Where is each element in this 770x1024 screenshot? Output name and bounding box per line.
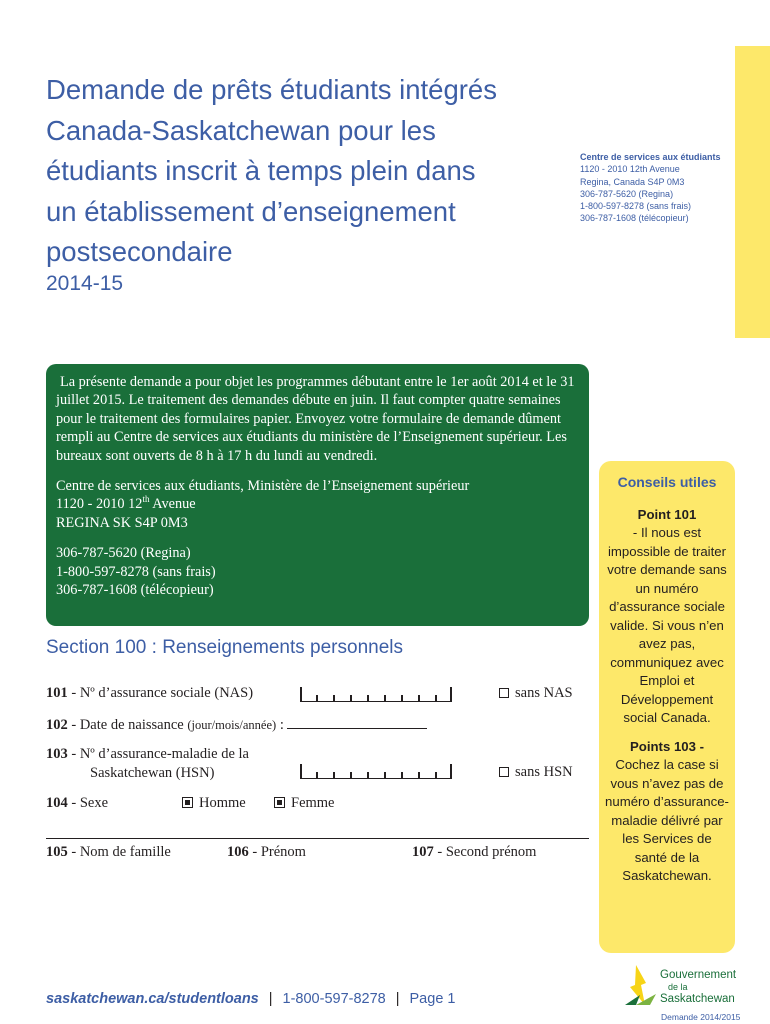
contact-line: 1120 - 2010 12th Avenue [580, 164, 680, 175]
contact-line: 306-787-5620 (Regina) [580, 188, 674, 199]
document-year: 2014-15 [46, 272, 124, 295]
footer-phone: 1-800-597-8278 [282, 991, 386, 1007]
yellow-side-tab [735, 46, 770, 338]
document-title [46, 70, 556, 273]
contact-line: Regina, Canada S4P 0M3 [580, 176, 685, 187]
tips-title: Conseils utiles [617, 474, 717, 490]
field-106-label: 106 - Prénom [227, 844, 306, 860]
title-line: Canada-Saskatchewan pour les [46, 114, 436, 146]
title-line: un établissement d’enseignement [46, 195, 456, 227]
form-version-stamp: Demande 2014/2015 [661, 1012, 741, 1022]
phone-line: 306-787-1608 (télécopieur) [56, 582, 214, 599]
tip-101-body: - Il nous est impossible de traiter votre demande sans un numéro d’assurance sociale valide. Si vous n’en avez pas, communiquez avec Emploi et Développement social Canada. [607, 525, 727, 725]
address-line: 1120 - 2010 12th Avenue [56, 494, 196, 513]
intro-text: La présente demande a pour objet les programmes débutant entre le 1er août 2014 et le 31 juillet 2015. Le traitement des demandes débute en juin. Il faut compter quatre semaines pour le traitement des formulaires papier. Envoyez votre formulaire de demande dûment rempli au Centre de services aux étudiants du ministère de l’Enseignement supérieur. Les bureaux sont ouverts de 8 h à 17 h du lundi au vendredi. [56, 374, 575, 464]
no-hsn-checkbox[interactable] [499, 767, 509, 777]
field-101-label: 101 - Nº d’assurance sociale (NAS) [46, 685, 254, 701]
contact-block [580, 151, 721, 225]
tip-103-heading: Points 103 - [629, 738, 705, 754]
footer-page: Page 1 [409, 991, 456, 1007]
no-sin-checkbox[interactable] [499, 688, 509, 698]
male-option[interactable]: Homme [182, 795, 246, 812]
intro-phones [56, 544, 579, 599]
tip-101-heading: Point 101 [637, 506, 697, 522]
tips-panel [599, 461, 735, 953]
name-fields-line[interactable] [46, 838, 589, 839]
tip-103-body: Cochez la case si vous n’avez pas de numéro d’assurance-maladie délivré par les Services de santé de la Saskatchewan. [605, 757, 729, 883]
title-line: étudiants inscrit à temps plein dans [46, 155, 476, 186]
intro-address [56, 477, 579, 532]
address-line: Centre de services aux étudiants, Ministère de l’Enseignement supérieur [56, 478, 470, 495]
no-sin-option[interactable]: sans NAS [499, 685, 573, 702]
section-title: Section 100 : Renseignements personnels [46, 637, 404, 658]
male-checkbox[interactable] [182, 797, 193, 808]
footer: saskatchewan.ca/studentloans | 1-800-597-8278 | Page 1 [46, 991, 456, 1007]
no-hsn-option[interactable]: sans HSN [499, 764, 573, 781]
phone-line: 306-787-5620 (Regina) [56, 545, 191, 562]
footer-website-link[interactable]: saskatchewan.ca/studentloans [46, 991, 259, 1007]
hsn-input[interactable] [300, 764, 452, 779]
address-line: REGINA SK S4P 0M3 [56, 514, 188, 531]
sin-input[interactable] [300, 687, 452, 702]
birthdate-input[interactable] [287, 716, 427, 729]
phone-line: 1-800-597-8278 (sans frais) [56, 563, 216, 580]
field-103-label-line2: Saskatchewan (HSN) [90, 765, 215, 781]
government-logo-text: Gouvernement de la Saskatchewan [660, 969, 737, 1005]
female-option[interactable]: Femme [274, 795, 335, 812]
field-104-label: 104 - Sexe [46, 795, 109, 811]
contact-line: 306-787-1608 (télécopieur) [580, 213, 689, 224]
field-107-label: 107 - Second prénom [412, 844, 537, 860]
field-105-label: 105 - Nom de famille [46, 844, 171, 860]
title-line: Demande de prêts étudiants intégrés [46, 74, 497, 105]
female-checkbox[interactable] [274, 797, 285, 808]
field-102-label: 102 - Date de naissance (jour/mois/année) : [46, 716, 427, 734]
title-line: postsecondaire [46, 236, 233, 267]
contact-heading: Centre de services aux étudiants [580, 152, 721, 162]
field-103-label: 103 - Nº d’assurance-maladie de la [46, 746, 249, 762]
intro-box [46, 364, 589, 626]
contact-line: 1-800-597-8278 (sans frais) [580, 201, 692, 212]
